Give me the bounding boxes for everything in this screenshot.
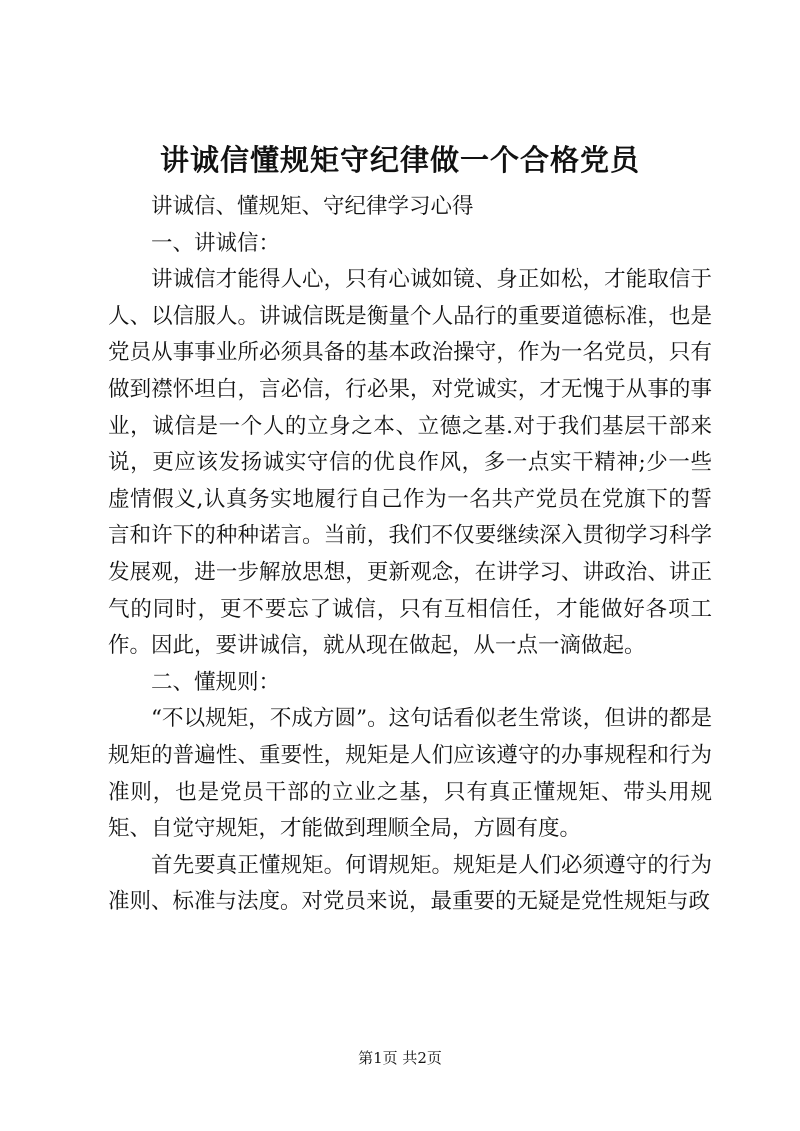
body-paragraph: “不以规矩，不成方圆”。这句话看似老生常谈，但讲的都是规矩的普遍性、重要性，规矩是人们应该遵守的办事规程和行为准则，也是党员干部的立业之基，只有真正懂规矩、带头用规矩、自觉守规矩，才能做到理顺全局，方圆有度。 [108,706,712,842]
document-title: 讲诚信懂规矩守纪律做一个合格党员 [159,143,640,177]
section-heading-rules: 二、懂规则： [151,669,281,695]
body-paragraph: 讲诚信才能得人心，只有心诚如镜、身正如松，才能取信于人、以信服人。讲诚信既是衡量个人品行的重要道德标准，也是党员从事事业所必须具备的基本政治操守，作为一名党员，只有做到襟怀坦白，言必信，行必果，对党诚实，才无愧于从事的事业，诚信是一个人的立身之本、立德之基.对于我们基层干部来说，更应该发扬诚实守信的优良作风，多一点实干精神;少一些虚情假义,认真务实地履行自己作为一名共产党员在党旗下的誓言和许下的种种诺言。当前，我们不仅要继续深入贯彻学习科学发展观，进一步解放思想，更新观念，在讲学习、讲政治、讲正气的同时，更不要忘了诚信，只有互相信任，才能做好各项工作。因此，要讲诚信，就从现在做起，从一点一滴做起。 [108,267,712,659]
section-heading-honesty: 一、讲诚信： [151,230,281,256]
subtitle-paragraph: 讲诚信、懂规矩、守纪律学习心得 [151,194,474,219]
document-body [108,189,712,921]
page-number-footer: 第1页 共2页 [358,1049,442,1067]
body-paragraph: 首先要真正懂规矩。何谓规矩。规矩是人们必须遵守的行为准则、标准与法度。对党员来说，最重要的无疑是党性规矩与政 [108,852,712,915]
